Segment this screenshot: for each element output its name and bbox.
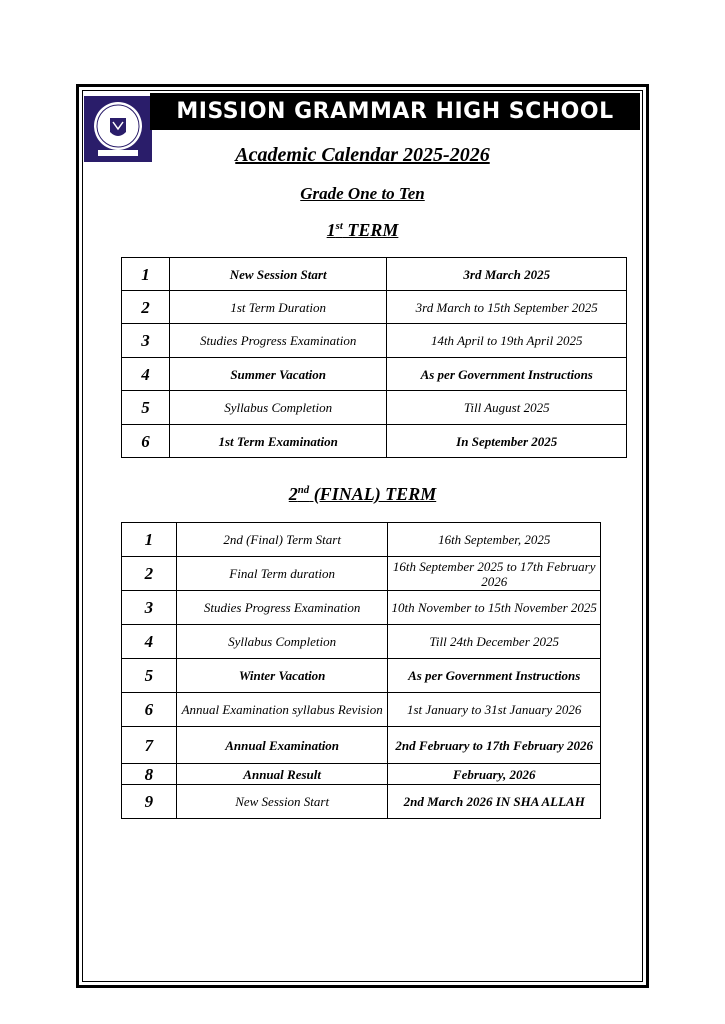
cell-event: 1st Term Duration (169, 291, 387, 324)
cell-num: 3 (122, 324, 170, 358)
cell-event: Annual Examination (176, 727, 388, 764)
cell-date: 2nd March 2026 IN SHA ALLAH (388, 785, 601, 819)
cell-event: Summer Vacation (169, 358, 387, 391)
cell-num: 6 (122, 693, 177, 727)
term1-heading: 1st TERM (326, 220, 399, 240)
cell-event: New Session Start (176, 785, 388, 819)
cell-date: 10th November to 15th November 2025 (388, 591, 601, 625)
cell-num: 2 (122, 291, 170, 324)
cell-date: In September 2025 (387, 425, 627, 458)
grade-subtitle: Grade One to Ten (300, 184, 425, 203)
cell-num: 5 (122, 391, 170, 425)
term2-table (121, 522, 601, 819)
calendar-title: Academic Calendar 2025-2026 (235, 144, 490, 166)
cell-date: As per Government Instructions (387, 358, 627, 391)
table-row (122, 727, 601, 764)
cell-date: As per Government Instructions (388, 659, 601, 693)
table-row (122, 258, 627, 291)
table-row (122, 425, 627, 458)
school-name: MISSION GRAMMAR HIGH SCHOOL (176, 99, 614, 124)
cell-date: 14th April to 19th April 2025 (387, 324, 627, 358)
cell-date: Till 24th December 2025 (388, 625, 601, 659)
table-row (122, 391, 627, 425)
cell-event: Syllabus Completion (176, 625, 388, 659)
table-row (122, 523, 601, 557)
term2-heading: 2nd (FINAL) TERM (288, 484, 437, 504)
cell-num: 7 (122, 727, 177, 764)
cell-event: 1st Term Examination (169, 425, 387, 458)
cell-date: 3rd March to 15th September 2025 (387, 291, 627, 324)
cell-num: 5 (122, 659, 177, 693)
cell-date: February, 2026 (388, 764, 601, 785)
cell-event: Studies Progress Examination (169, 324, 387, 358)
table-row (122, 785, 601, 819)
table-row (122, 764, 601, 785)
cell-num: 6 (122, 425, 170, 458)
cell-date: 16th September, 2025 (388, 523, 601, 557)
school-name-banner (150, 93, 640, 130)
cell-num: 1 (122, 523, 177, 557)
cell-event: Final Term duration (176, 557, 388, 591)
cell-num: 3 (122, 591, 177, 625)
table-row (122, 324, 627, 358)
table-row (122, 291, 627, 324)
cell-date: 3rd March 2025 (387, 258, 627, 291)
table-row (122, 591, 601, 625)
cell-num: 4 (122, 358, 170, 391)
cell-event: Syllabus Completion (169, 391, 387, 425)
cell-num: 2 (122, 557, 177, 591)
term1-table (121, 257, 627, 458)
cell-date: 2nd February to 17th February 2026 (388, 727, 601, 764)
cell-num: 9 (122, 785, 177, 819)
cell-event: 2nd (Final) Term Start (176, 523, 388, 557)
cell-date: Till August 2025 (387, 391, 627, 425)
cell-num: 1 (122, 258, 170, 291)
cell-event: Studies Progress Examination (176, 591, 388, 625)
table-row (122, 358, 627, 391)
cell-event: Annual Result (176, 764, 388, 785)
cell-num: 4 (122, 625, 177, 659)
cell-event: Annual Examination syllabus Revision (176, 693, 388, 727)
table-row (122, 625, 601, 659)
cell-date: 1st January to 31st January 2026 (388, 693, 601, 727)
table-row (122, 659, 601, 693)
cell-event: New Session Start (169, 258, 387, 291)
table-row (122, 693, 601, 727)
cell-event: Winter Vacation (176, 659, 388, 693)
table-row (122, 557, 601, 591)
cell-num: 8 (122, 764, 177, 785)
cell-date: 16th September 2025 to 17th February 2026 (388, 557, 601, 591)
